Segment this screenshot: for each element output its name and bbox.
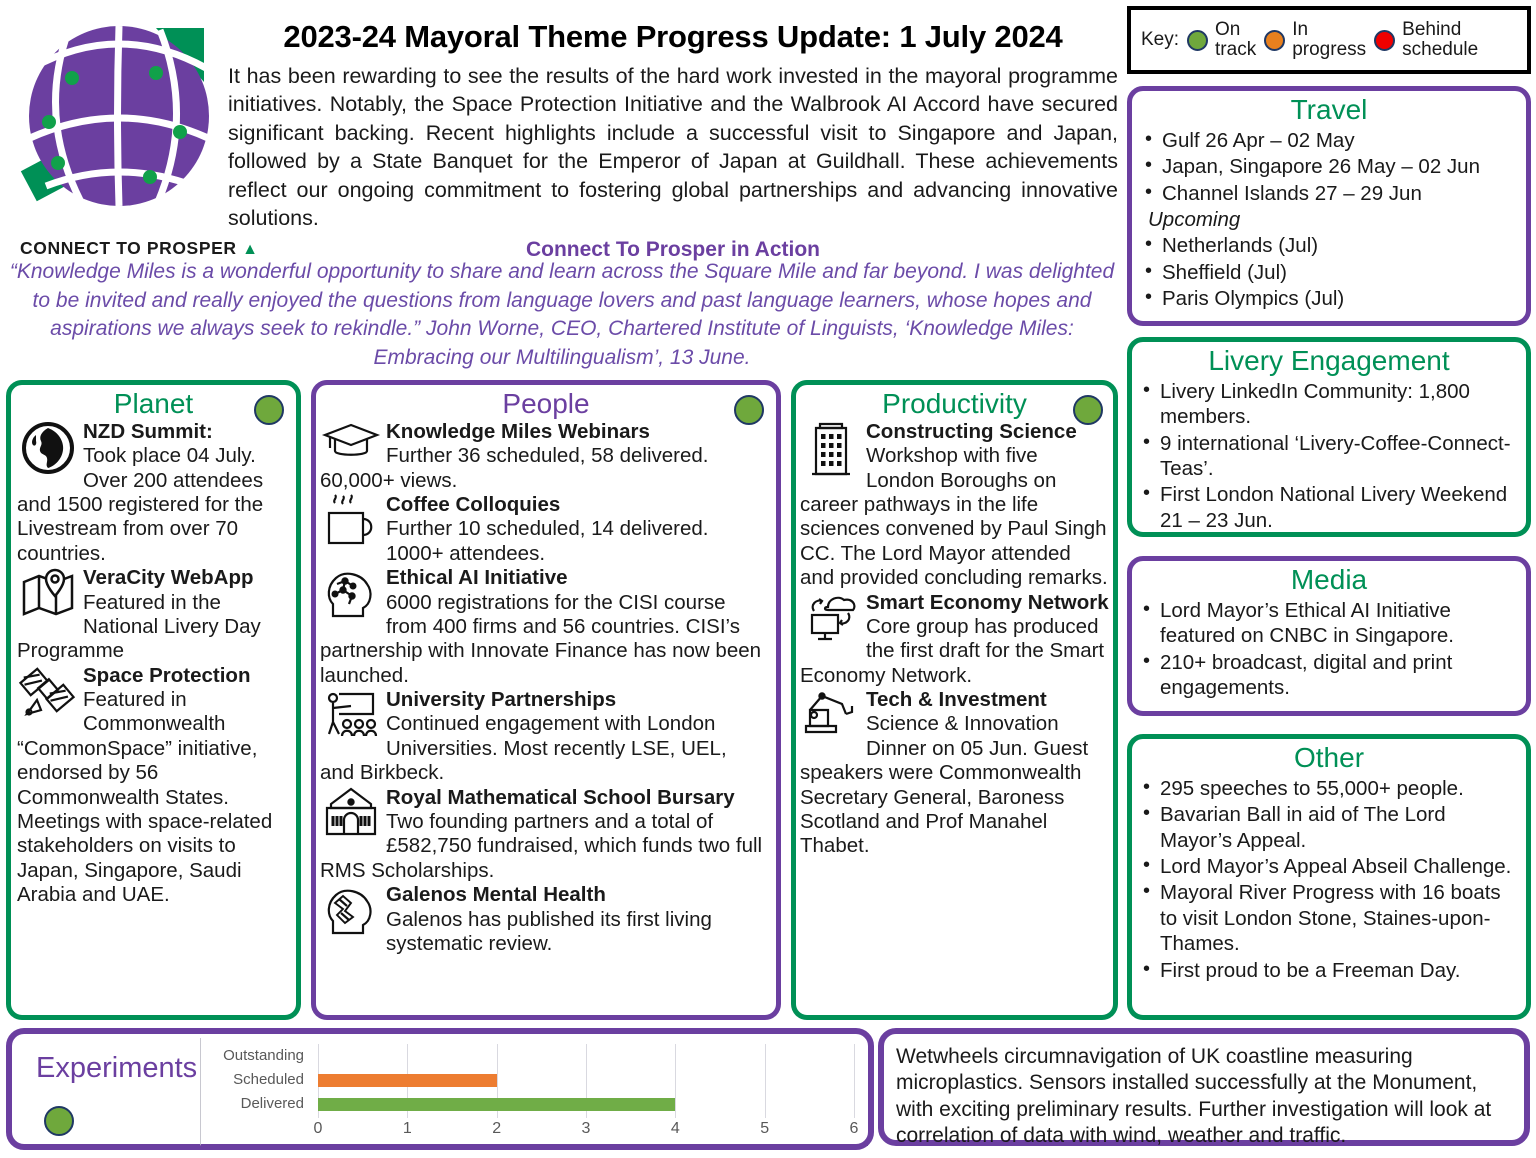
panel-productivity-body bbox=[796, 420, 1113, 859]
list-item: • Sheffield (Jul) bbox=[1162, 260, 1520, 285]
list-item bbox=[17, 420, 290, 566]
graduation-cap-icon bbox=[320, 420, 382, 464]
list-item bbox=[320, 493, 766, 566]
coffee-cup-icon bbox=[320, 493, 382, 551]
chart-gridline bbox=[675, 1044, 676, 1118]
chart-x-tick-label: 5 bbox=[760, 1120, 770, 1137]
list-item: • 295 speeches to 55,000+ people. bbox=[1160, 776, 1520, 801]
experiments-bar-chart bbox=[200, 1038, 868, 1146]
panel-travel bbox=[1127, 86, 1531, 326]
panel-other-title: Other bbox=[1293, 742, 1365, 773]
key-item-label: In progress bbox=[1292, 19, 1367, 60]
ai-head-icon bbox=[320, 566, 382, 622]
chart-bar bbox=[318, 1098, 675, 1111]
list-item bbox=[320, 786, 766, 884]
list-item: • First proud to be a Freeman Day. bbox=[1160, 958, 1520, 983]
list-item-body: 6000 registrations for the CISI course from 400 firms and 56 countries. CISI’s partnership with Innovate Finance has now been launched. bbox=[320, 590, 762, 687]
header-summary: It has been rewarding to see the results of the hard work invested in the mayoral programme initiatives. Notably, the Space Protection Initiative and the Walbrook AI Accord have secured significant backing. Recent highlights include a successful visit to Singapore and Japan, followed by a State Banquet for the Emperor of Japan at Guildhall. These achievements reflect our ongoing commitment to fostering global partnerships and advancing innovative solutions. bbox=[228, 64, 1118, 230]
list-item-body: Featured in Commonwealth “CommonSpace” initiative, endorsed by 56 Commonwealth States. Meetings with space-related stakeholders on visits to Japan, Singapore, Saudi Arabia and UAE. bbox=[17, 688, 273, 907]
map-pin-icon bbox=[17, 566, 79, 620]
chart-plot-area bbox=[318, 1044, 854, 1118]
list-item-heading: Constructing Science bbox=[866, 419, 1077, 443]
lecture-icon bbox=[320, 688, 382, 744]
list-item-heading: Galenos Mental Health bbox=[386, 883, 606, 907]
panel-experiments-title: Experiments bbox=[36, 1052, 198, 1084]
status-key-legend bbox=[1127, 6, 1531, 74]
list-item bbox=[320, 883, 766, 956]
list-item-body: Took place 04 July. Over 200 attendees and 1500 registered for the Livestream from over 70 countries. bbox=[17, 444, 264, 565]
list-item-heading: University Partnerships bbox=[386, 688, 617, 712]
chart-bar bbox=[318, 1074, 497, 1087]
key-item-in-progress bbox=[1264, 20, 1366, 60]
list-item-heading: Knowledge Miles Webinars bbox=[386, 419, 650, 443]
list-item: • Lord Mayor’s Appeal Abseil Challenge. bbox=[1160, 854, 1520, 879]
list-item-body: Continued engagement with London Universities. Most recently LSE, UEL, and Birkbeck. bbox=[320, 712, 727, 785]
chart-x-tick-label: 3 bbox=[581, 1120, 591, 1137]
list-item: • Bavarian Ball in aid of The Lord Mayor’s Appeal. bbox=[1160, 802, 1520, 853]
key-item-label: On track bbox=[1215, 19, 1257, 60]
panel-media-title: Media bbox=[1290, 564, 1368, 595]
chart-category-label: Delivered bbox=[240, 1095, 304, 1112]
list-item-heading: Royal Mathematical School Bursary bbox=[386, 785, 735, 809]
list-item-body: Science & Innovation Dinner on 05 Jun. Guest speakers were Commonwealth Secretary General, Baroness Scotland and Prof Manahel Thabet. bbox=[800, 712, 1089, 858]
chart-x-tick-label: 0 bbox=[313, 1120, 323, 1137]
list-item bbox=[800, 420, 1109, 591]
chart-gridline bbox=[765, 1044, 766, 1118]
testimonial-quote: “Knowledge Miles is a wonderful opportunity to share and learn across the Square Mile and far beyond. I was delighted to be invited and really enjoyed the questions from language lovers and past language learners, whose hopes and aspirations we always seek to rekindle.” John Worne, CEO, Chartered Institute of Linguists, ‘Knowledge Miles: Embracing our Multilingualism’, 13 June. bbox=[9, 260, 1115, 369]
triangle-icon: ▲ bbox=[242, 241, 259, 258]
list-item bbox=[320, 688, 766, 786]
panel-livery-title: Livery Engagement bbox=[1208, 345, 1450, 376]
logo-tagline-text: CONNECT TO PROSPER bbox=[20, 238, 237, 258]
livery-list bbox=[1132, 379, 1526, 533]
panel-other bbox=[1127, 734, 1531, 1020]
connect-to-prosper-logo bbox=[8, 10, 259, 258]
list-item-body: Galenos has published its first living systematic review. bbox=[386, 907, 712, 955]
list-item-text bbox=[320, 883, 766, 956]
panel-people-title: People bbox=[502, 388, 590, 419]
header-block bbox=[228, 20, 1118, 262]
list-item: • Mayoral River Progress with 16 boats to visit London Stone, Staines-upon-Thames. bbox=[1160, 880, 1520, 956]
key-item-label: Behind schedule bbox=[1402, 19, 1479, 60]
chart-x-tick-label: 6 bbox=[849, 1120, 859, 1137]
list-item bbox=[320, 566, 766, 688]
school-building-icon bbox=[320, 786, 382, 838]
list-item-heading: Ethical AI Initiative bbox=[386, 566, 568, 590]
travel-upcoming-label: Upcoming bbox=[1148, 208, 1241, 232]
list-item-heading: Smart Economy Network bbox=[866, 590, 1109, 614]
key-item-behind-schedule bbox=[1374, 20, 1478, 60]
satellite-icon bbox=[17, 664, 79, 722]
list-item-body: Further 36 scheduled, 58 delivered. 60,000+ views. bbox=[320, 444, 709, 492]
key-label: Key: bbox=[1141, 29, 1180, 50]
status-dot-orange bbox=[1264, 30, 1285, 51]
panel-planet-title: Planet bbox=[113, 388, 194, 419]
panel-people-body bbox=[316, 420, 776, 957]
panel-productivity-title: Productivity bbox=[882, 388, 1027, 419]
list-item-text bbox=[320, 786, 766, 884]
key-item-on-track bbox=[1187, 20, 1256, 60]
list-item-heading: Coffee Colloquies bbox=[386, 492, 561, 516]
status-dot-green bbox=[1187, 30, 1208, 51]
panel-experiments-status-dot bbox=[44, 1106, 74, 1136]
chart-x-axis bbox=[313, 1120, 859, 1142]
cloud-computer-icon bbox=[800, 591, 862, 643]
panel-travel-title: Travel bbox=[1290, 94, 1368, 125]
media-list bbox=[1132, 598, 1526, 701]
chart-category-label: Outstanding bbox=[223, 1047, 304, 1064]
list-item: • Netherlands (Jul) bbox=[1162, 233, 1520, 258]
list-item: • Livery LinkedIn Community: 1,800 members. bbox=[1160, 379, 1520, 430]
list-item-body: Further 10 scheduled, 14 delivered. 1000+ attendees. bbox=[386, 517, 709, 565]
panel-planet-body bbox=[11, 420, 296, 908]
panel-planet bbox=[6, 380, 301, 1020]
list-item bbox=[17, 566, 290, 664]
header-subheading: Connect To Prosper in Action bbox=[525, 238, 820, 262]
list-item: • Channel Islands 27 – 29 Jun bbox=[1162, 181, 1520, 206]
chart-category-labels bbox=[201, 1044, 311, 1116]
chart-gridline bbox=[854, 1044, 855, 1118]
office-building-icon bbox=[800, 420, 862, 480]
list-item bbox=[320, 420, 766, 493]
list-item-heading: Tech & Investment bbox=[866, 688, 1047, 712]
travel-list bbox=[1132, 128, 1526, 312]
panel-media bbox=[1127, 556, 1531, 716]
panel-people bbox=[311, 380, 781, 1020]
list-item: • Paris Olympics (Jul) bbox=[1162, 286, 1520, 311]
panel-livery-engagement bbox=[1127, 337, 1531, 537]
chart-x-tick-label: 2 bbox=[492, 1120, 502, 1137]
list-item-heading: NZD Summit: bbox=[83, 419, 213, 443]
list-item-body: Featured in the National Livery Day Programme bbox=[17, 590, 261, 663]
list-item: • First London National Livery Weekend 21 – 23 Jun. bbox=[1160, 482, 1520, 533]
list-item-text bbox=[320, 420, 766, 493]
list-item-body: Core group has produced the first draft for the Smart Economy Network. bbox=[800, 614, 1105, 687]
globe-logo-icon bbox=[8, 10, 230, 235]
mental-health-head-icon bbox=[320, 883, 382, 939]
panel-experiments-note bbox=[878, 1028, 1530, 1146]
robot-arm-icon bbox=[800, 688, 862, 740]
list-item: • Lord Mayor’s Ethical AI Initiative featured on CNBC in Singapore. bbox=[1160, 598, 1520, 649]
logo-tagline bbox=[20, 238, 259, 259]
panel-experiments bbox=[6, 1028, 874, 1150]
list-item-body: Workshop with five London Boroughs on career pathways in the life sciences convened by Paul Singh CC. The Lord Mayor attended and provided concluding remarks. bbox=[800, 444, 1108, 590]
list-item: • Gulf 26 Apr – 02 May bbox=[1162, 128, 1520, 153]
panel-productivity bbox=[791, 380, 1118, 1020]
list-item-body: Two founding partners and a total of £582,750 fundraised, which funds two full RMS Scholarships. bbox=[320, 810, 763, 882]
list-item: • 210+ broadcast, digital and print engagements. bbox=[1160, 650, 1520, 701]
chart-x-tick-label: 4 bbox=[670, 1120, 680, 1137]
chart-x-tick-label: 1 bbox=[402, 1120, 412, 1137]
other-list bbox=[1132, 776, 1526, 983]
globe-icon bbox=[17, 420, 79, 476]
list-item bbox=[800, 591, 1109, 689]
chart-category-label: Scheduled bbox=[233, 1071, 304, 1088]
page-title: 2023-24 Mayoral Theme Progress Update: 1 July 2024 bbox=[283, 19, 1063, 54]
list-item-text bbox=[320, 566, 766, 688]
list-item-heading: Space Protection bbox=[83, 663, 251, 687]
list-item-text bbox=[320, 688, 766, 786]
list-item bbox=[800, 688, 1109, 859]
list-item: • 9 international ‘Livery-Coffee-Connect-Teas’. bbox=[1160, 431, 1520, 482]
list-item-text bbox=[320, 493, 766, 566]
status-dot-red bbox=[1374, 30, 1395, 51]
experiments-note-text: Wetwheels circumnavigation of UK coastline measuring microplastics. Sensors installed successfully at the Monument, with exciting preliminary results. Further investigation will look at correlation of data with wind, weather and traffic. bbox=[896, 1045, 1492, 1148]
list-item bbox=[17, 664, 290, 908]
list-item: • Japan, Singapore 26 May – 02 Jun bbox=[1162, 154, 1520, 179]
list-item-heading: VeraCity WebApp bbox=[83, 566, 254, 590]
